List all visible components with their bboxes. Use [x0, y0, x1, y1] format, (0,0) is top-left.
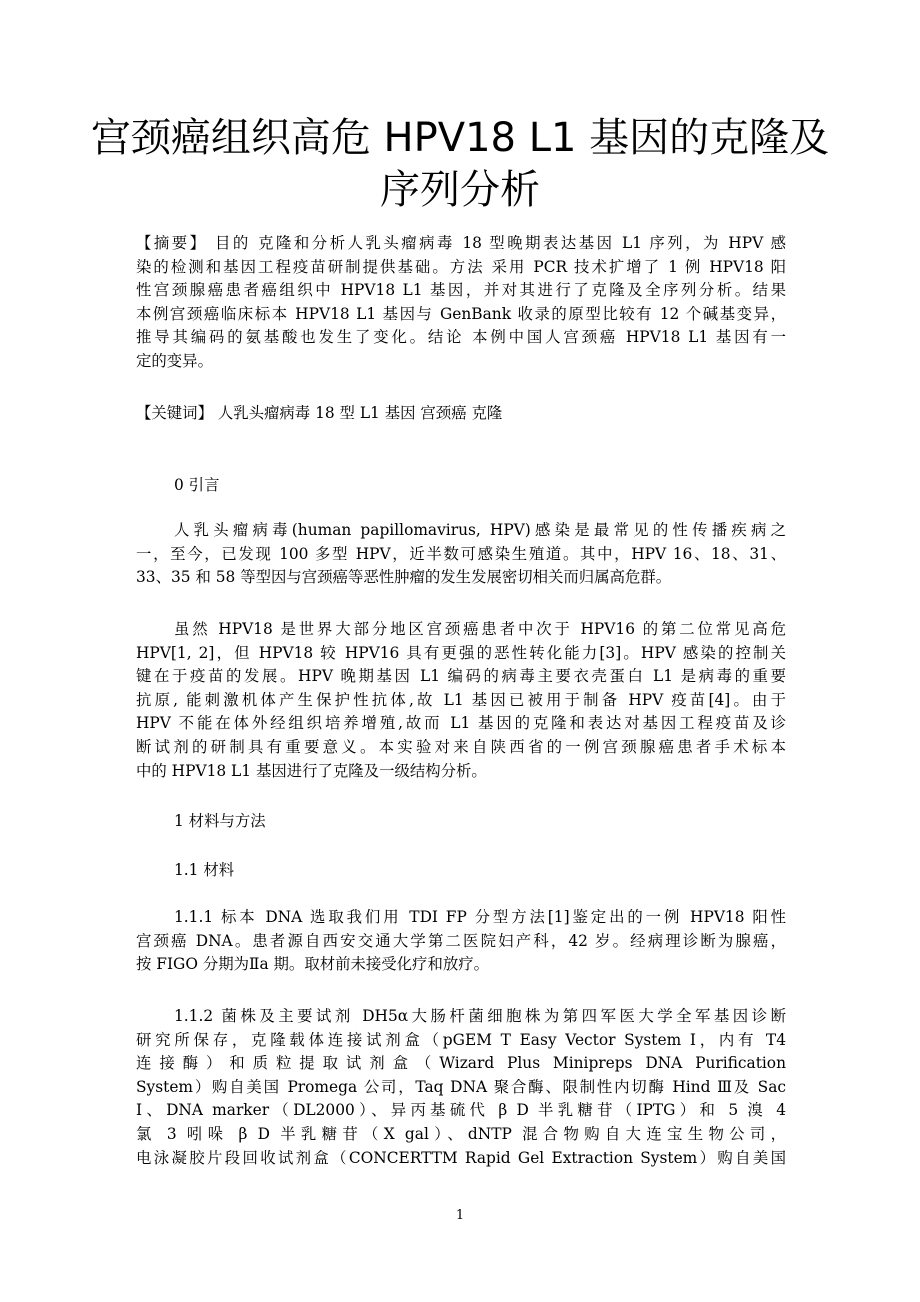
paragraph-line: 人乳头瘤病毒(human papillomavirus, HPV)感染是最常见的性传播疾病之 [174, 521, 786, 539]
paragraph-1-1-2 [136, 1005, 786, 1170]
paragraph-line: 按 FIGO 分期为Ⅱa 期。取材前未接受化疗和放疗。 [136, 955, 490, 974]
heading-text: 0 引言 [174, 476, 220, 494]
intro-paragraph-1 [136, 519, 786, 590]
keywords [136, 402, 786, 426]
intro-paragraph-2 [136, 618, 786, 783]
paragraph-line: HPV[1, 2]，但 HPV18 较 HPV16 具有更强的恶性转化能力[3]。HPV 感染的控制关 [136, 643, 786, 662]
paragraph-line: HPV 不能在体外经组织培养增殖,故而 L1 基因的克隆和表达对基因工程疫苗及诊 [136, 714, 786, 733]
paper-title [80, 112, 840, 216]
paragraph-line: 虽然 HPV18 是世界大部分地区宫颈癌患者中次于 HPV16 的第二位常见高危 [174, 620, 786, 638]
paragraph-line: 33、35 和 58 等型因与宫颈癌等恶性肿瘤的发生发展密切相关而归属高危群。 [136, 568, 672, 587]
paragraph-line: 研究所保存，克隆载体连接试剂盒（pGEM T Easy Vector System I，内有 T4 [136, 1030, 786, 1049]
paragraph-1-1-1 [136, 906, 786, 977]
section-heading-methods [136, 810, 786, 834]
title-line: 序列分析 [380, 167, 540, 213]
keywords-line: 【关键词】 人乳头瘤病毒 18 型 L1 基因 宫颈癌 克隆 [136, 404, 503, 422]
paragraph-line: Ⅰ、DNA marker（DL2000）、异丙基硫代 β D 半乳糖苷（IPTG）和 5 溴 4 [136, 1101, 786, 1120]
paragraph-line: 抗原, 能刺激机体产生保护性抗体,故 L1 基因已被用于制备 HPV 疫苗[4]。由于 [136, 690, 786, 709]
paragraph-line: 宫颈癌 DNA。患者源自西安交通大学第二医院妇产科，42 岁。经病理诊断为腺癌， [136, 931, 786, 950]
abstract-line: 性宫颈腺癌患者癌组织中 HPV18 L1 基因，并对其进行了克隆及全序列分析。结果 [136, 281, 786, 300]
paragraph-line: 1.1.2 菌株及主要试剂 DH5α大肠杆菌细胞株为第四军医大学全军基因诊断 [174, 1007, 786, 1025]
paragraph-line: System）购自美国 Promega 公司，Taq DNA 聚合酶、限制性内切酶 Hind Ⅲ及 Sac [136, 1077, 786, 1096]
abstract-line: 染的检测和基因工程疫苗研制提供基础。方法 采用 PCR 技术扩增了 1 例 HPV18 阳 [136, 257, 786, 276]
page-number: 1 [455, 1208, 465, 1223]
paragraph-line: 一，至今，已发现 100 多型 HPV，近半数可感染生殖道。其中，HPV 16、18、31、 [136, 544, 786, 563]
paragraph-line: 电泳凝胶片段回收试剂盒（CONCERTTM Rapid Gel Extraction System）购自美国 [136, 1148, 786, 1167]
paragraph-line: 1.1.1 标本 DNA 选取我们用 TDI FP 分型方法[1]鉴定出的一例 HPV18 阳性 [174, 908, 786, 926]
abstract-line: 推导其编码的氨基酸也发生了变化。结论 本例中国人宫颈癌 HPV18 L1 基因有一 [136, 328, 786, 347]
section-heading-materials [136, 859, 786, 883]
heading-text: 1.1 材料 [174, 861, 235, 879]
heading-text: 1 材料与方法 [174, 812, 266, 830]
abstract [136, 232, 786, 374]
abstract-line: 本例宫颈癌临床标本 HPV18 L1 基因与 GenBank 收录的原型比较有 12 个碱基变异， [136, 304, 786, 323]
section-heading-intro [136, 474, 786, 498]
abstract-line: 【摘要】 目的 克隆和分析人乳头瘤病毒 18 型晚期表达基因 L1 序列，为 HPV 感 [136, 234, 786, 252]
paragraph-line: 中的 HPV18 L1 基因进行了克隆及一级结构分析。 [136, 761, 487, 780]
abstract-line: 定的变异。 [136, 351, 213, 370]
paragraph-line: 氯 3 吲哚 β D 半乳糖苷（X gal）、dNTP 混合物购自大连宝生物公司， [136, 1124, 786, 1143]
paragraph-line: 键在于疫苗的发展。HPV 晚期基因 L1 编码的病毒主要衣壳蛋白 L1 是病毒的重要 [136, 667, 786, 686]
title-line: 宫颈癌组织高危 HPV18 L1 基因的克隆及 [90, 115, 830, 161]
paragraph-line: 断试剂的研制具有重要意义。本实验对来自陕西省的一例宫颈腺癌患者手术标本 [136, 737, 786, 756]
paragraph-line: 连接酶）和质粒提取试剂盒（Wizard Plus Minipreps DNA Purification [136, 1054, 786, 1073]
